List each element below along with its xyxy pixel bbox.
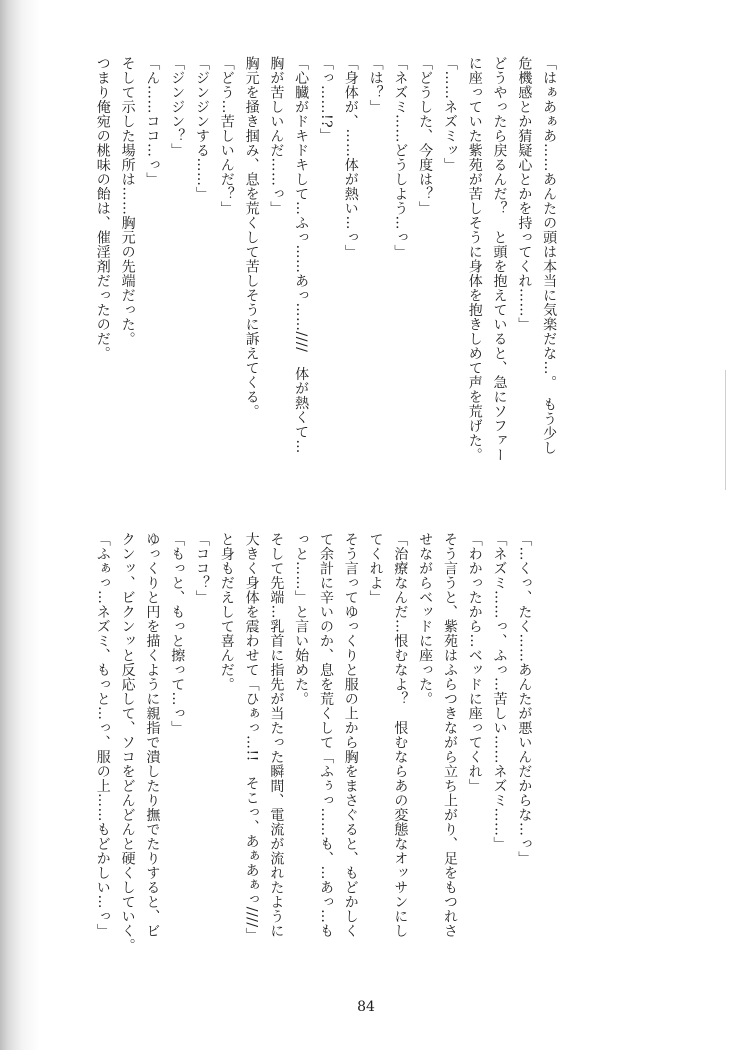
text-column: そして先端…乳首に指先が当たった瞬間、電流が流れたように [268, 532, 285, 938]
text-column: クンッ、ビクンッと反応して、ソコをどんどんと硬くしていく。 [119, 532, 136, 953]
text-column: 「もっと、もっと擦って…っ」 [169, 532, 186, 735]
text-block-top [90, 56, 561, 496]
text-column: そして示した場所は……胸元の先端だった。 [119, 56, 136, 346]
text-column: と身もだえして喜んだ。 [218, 532, 235, 692]
text-column: 「どうした、今度は？」 [417, 56, 434, 216]
text-column: 「っ……!?」 [317, 56, 334, 143]
text-column: 「…くっ、たく……あんたが悪いんだからな…っ」 [516, 532, 533, 866]
text-block-bottom [90, 532, 536, 962]
text-column: せながらベッドに座った。 [417, 532, 434, 706]
text-column: 「わかったから…ベッドに座ってくれ」 [466, 532, 483, 793]
text-column: て余計に辛いのか、息を荒くして「ふぅっ……も、…あっ…も [317, 532, 334, 938]
text-column: つまり俺宛の桃味の飴は、催淫剤だったのだ。 [94, 56, 111, 361]
text-column: てくれよ」 [367, 532, 384, 605]
text-column: 「身体が、……体が熱い…っ」 [342, 56, 359, 259]
page-number: 84 [357, 999, 375, 1015]
text-column: 「どう…苦しいんだ？」 [218, 56, 235, 216]
text-column: に座っていた紫苑が苦しそうに身体を抱きしめて声を荒げた。 [466, 56, 483, 462]
text-column: 「心臓がドキドキして…ふっ……あっ……//// 体が熱くて… [293, 56, 310, 454]
text-column: 「ネズミ……っ、ふっ…苦しい……ネズミ……」 [491, 532, 508, 851]
text-column: 危機感とか猜疑心とかを持ってくれ……」 [516, 56, 533, 332]
text-column: 「は？」 [367, 56, 384, 114]
text-column: 「ジンジンする……」 [193, 56, 210, 201]
text-column: 「はぁあぁあ……あんたの頭は本当に気楽だな…。 もう少し [541, 56, 558, 455]
text-column: そう言ってゆっくりと服の上から胸をまさぐると、もどかしく [342, 532, 359, 938]
text-column: 「ジンジン？」 [169, 56, 186, 158]
text-column: 「ふぁっ…ネズミ、もっと…っ、服の上……もどかしい…っ」 [94, 532, 111, 938]
text-column: どうやったら戻るんだ？ と頭を抱えていると、急にソファー [491, 56, 508, 462]
text-column: 「……ネズミッ」 [441, 56, 458, 172]
text-column: そう言うと、紫苑はふらつきながら立ち上がり、足をもつれさ [441, 532, 458, 938]
text-column: 「ココ？」 [193, 532, 210, 605]
text-column: っと……」と言い始めた。 [293, 532, 310, 706]
scan-artifact-line [725, 370, 726, 490]
text-column: 大きく身体を震わせて「ひぁっ…!! そこっ、あぁあぁっ////」 [243, 532, 260, 943]
text-column: ゆっくりと円を描くように親指で潰したり撫でたりすると、ビ [144, 532, 161, 938]
text-column: 「ネズミ……どうしよう…っ」 [392, 56, 409, 259]
text-column: 胸が苦しいんだ……っ」 [268, 56, 285, 216]
text-column: 胸元を掻き掴み、息を荒くして苦しそうに訴えてくる。 [243, 56, 260, 419]
text-column: 「ん……ココ…っ」 [144, 56, 161, 187]
text-column: 「治療なんだ…恨むなよ？ 恨むならあの変態なオッサンにし [392, 532, 409, 938]
